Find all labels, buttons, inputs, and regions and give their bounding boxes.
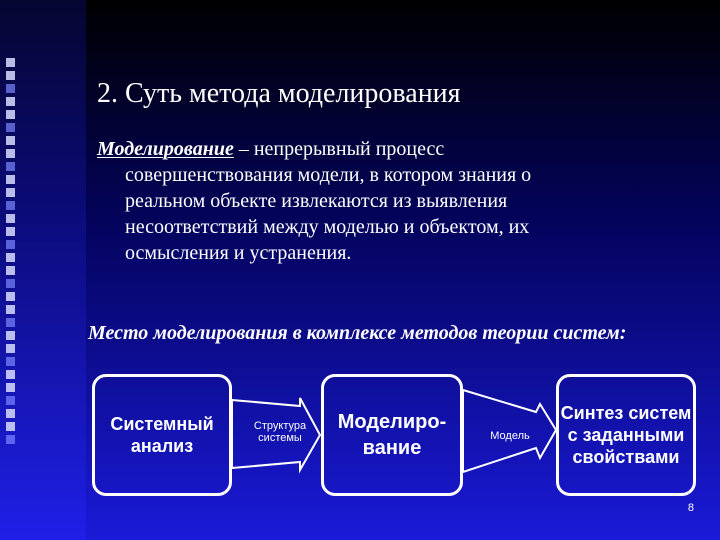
box-modeling-label: Моделиро- вание [337,411,447,459]
arrow-label-model: Модель [490,430,530,442]
definition-line: несоответствий между моделью и объектом, их [125,216,530,238]
box-modeling [321,374,463,496]
box-system-synthesis [556,374,696,496]
slide-title: 2. Суть метода моделирования [97,78,461,109]
arrow-label-structure: Структура системы [253,420,307,444]
box-system-synthesis-label: Синтез систем с заданными свойствами [560,403,692,467]
box-system-analysis [92,374,232,496]
diagram-heading: Место моделирования в комплексе методов теории систем: [88,322,627,344]
definition-term: Моделирование [97,138,234,160]
definition-line: осмысления и устранения. [125,242,352,264]
definition-first-line-rest: – непрерывный процесс [233,138,445,160]
box-system-analysis-label: Системный анализ [110,414,214,456]
page-number: 8 [687,502,694,514]
definition-line: реальном объекте извлекаются из выявления [125,190,508,212]
definition-line: совершенствования модели, в котором знания о [125,164,532,186]
